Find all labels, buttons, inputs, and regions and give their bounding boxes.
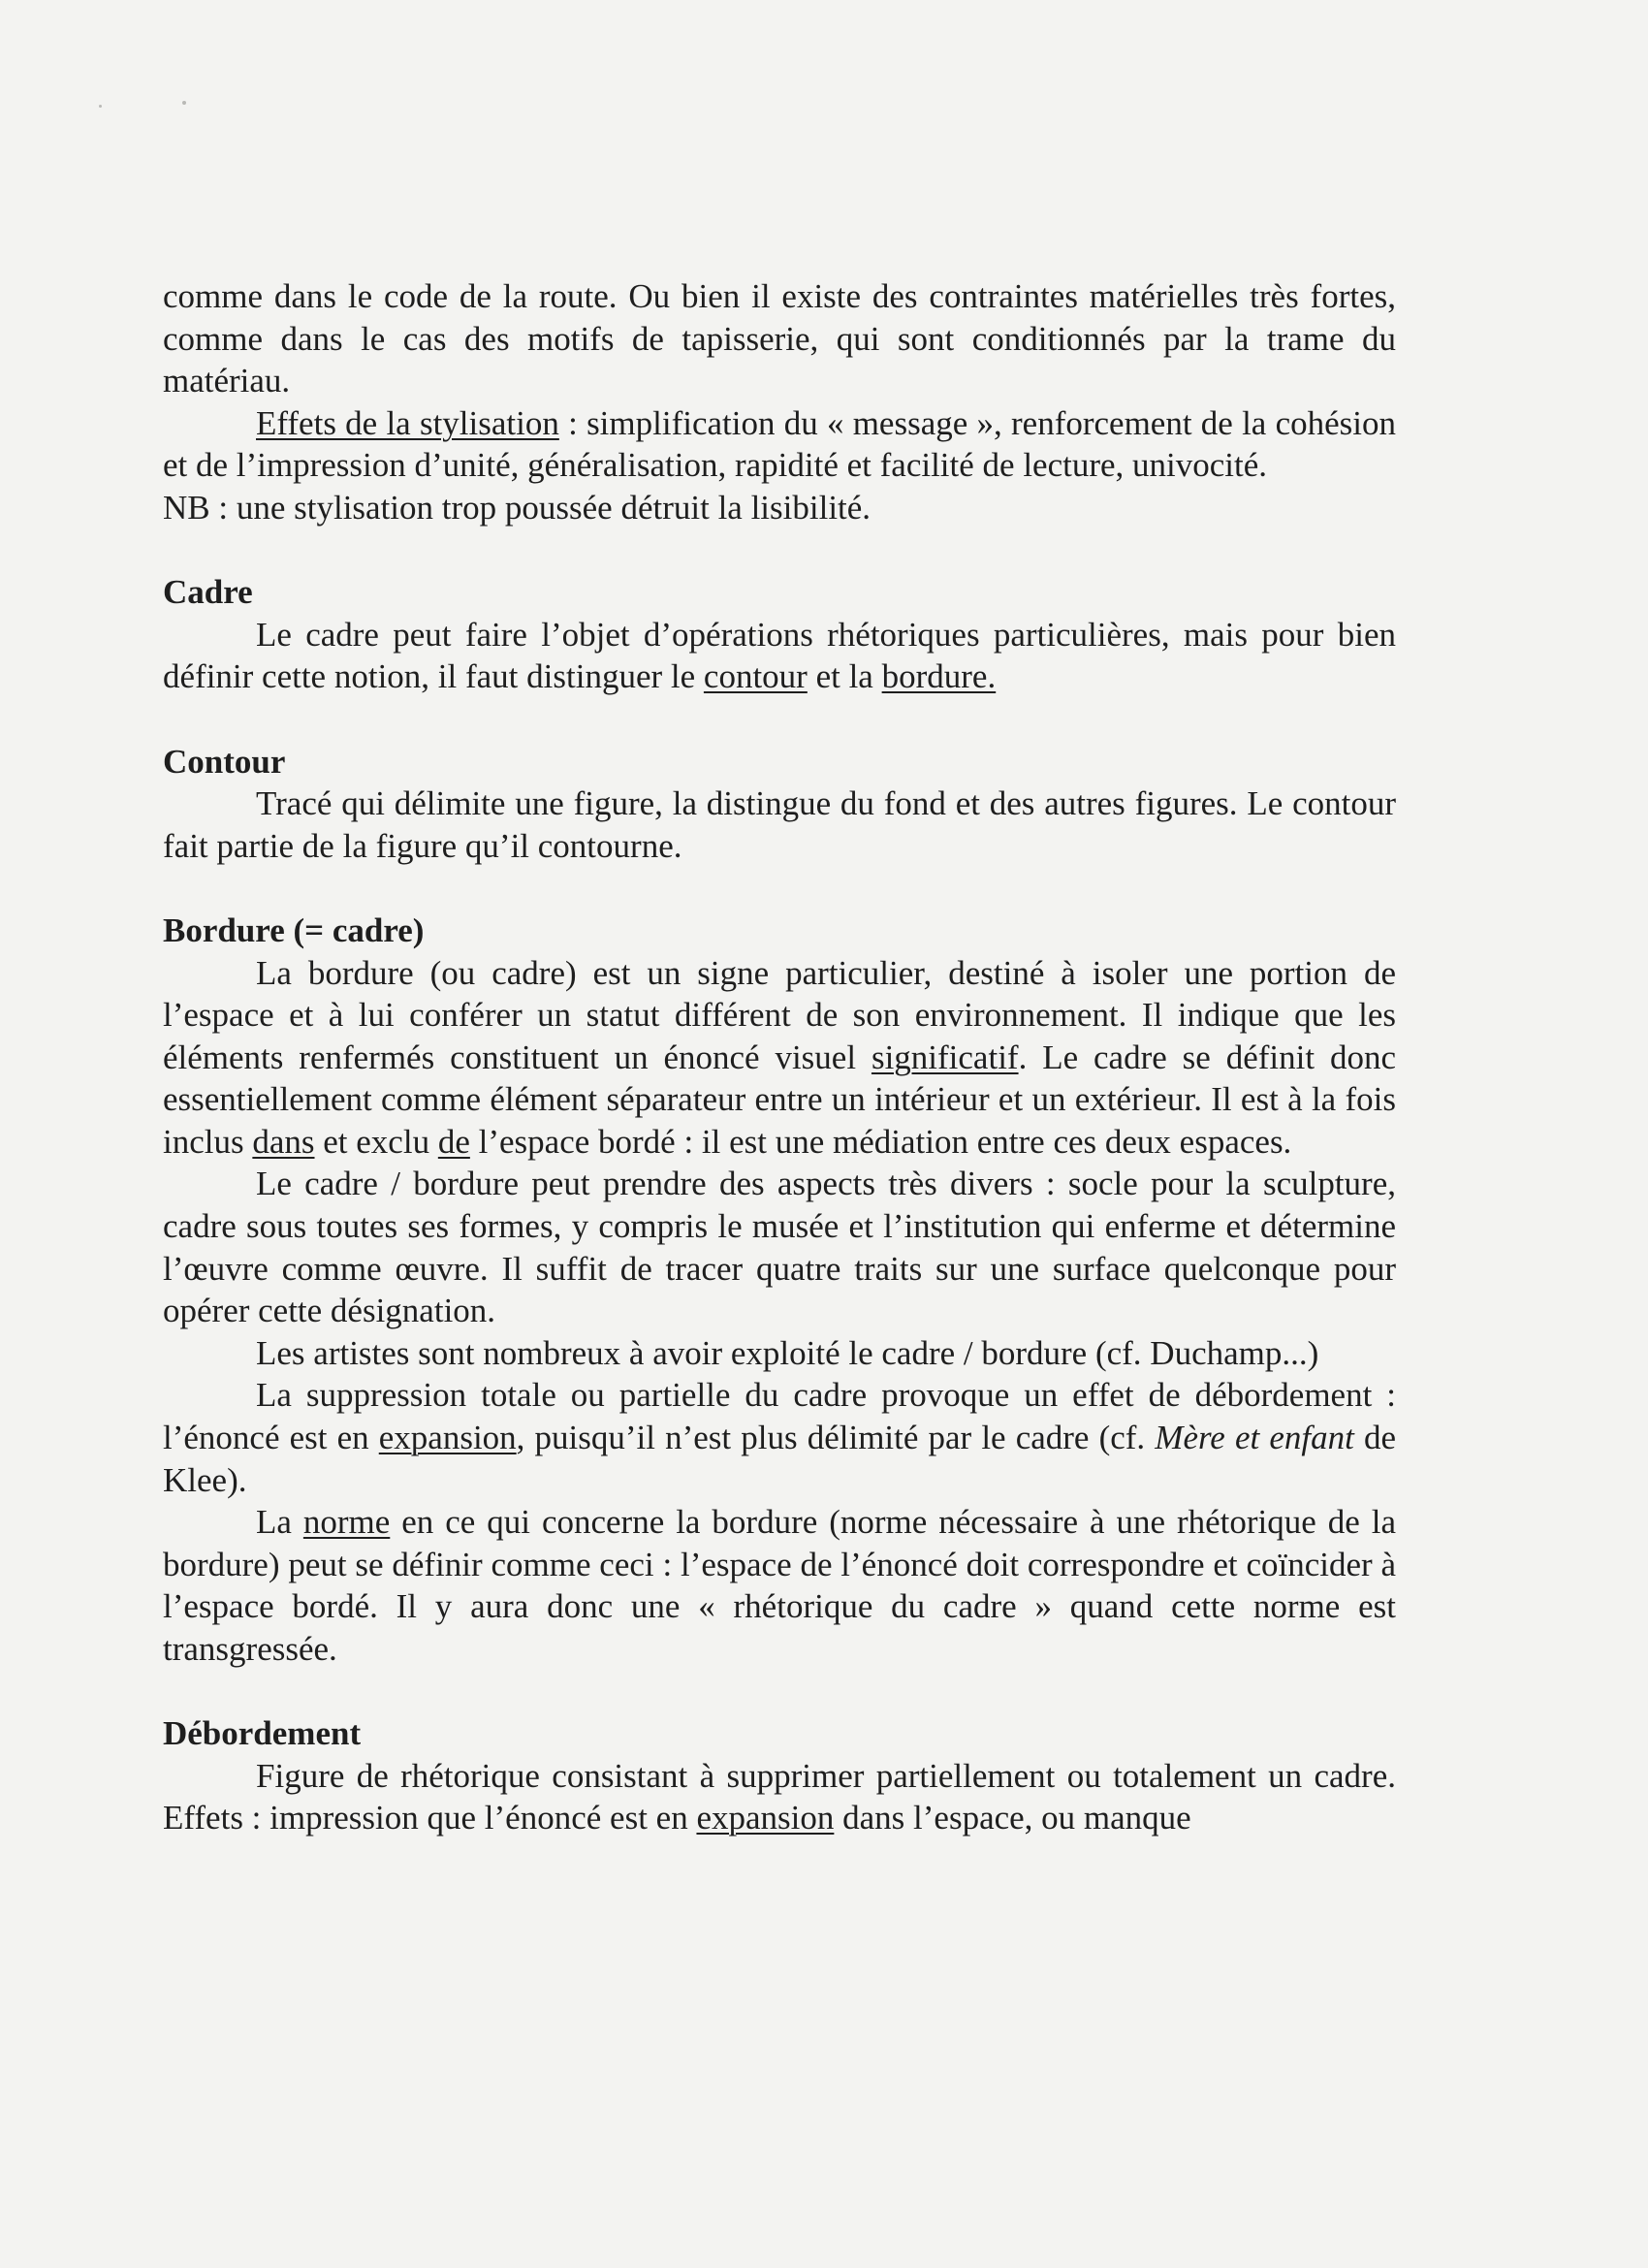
paragraph: comme dans le code de la route. Ou bien il existe des contraintes matérielles très fortes, comme dans le cas des motifs de tapisserie, qui sont conditionnés par la trame du matériau.: [163, 277, 1396, 400]
underlined-term: contour: [703, 657, 808, 696]
paragraph: Tracé qui délimite une figure, la distingue du fond et des autres figures. Le contour fait partie de la figure qu’il contourne.: [163, 784, 1396, 865]
text-run: et exclu: [314, 1122, 438, 1161]
paragraph: NB : une stylisation trop poussée détruit la lisibilité.: [163, 488, 872, 527]
text-run: La bordure (ou cadre) est un signe particulier, destiné à isoler une portion de l’espace et à lui conférer un statut différent de son environnement. Il indique que les éléments renfermés constituent un énoncé visuel: [163, 953, 1396, 1076]
paragraph: [163, 952, 1396, 1164]
underlined-term: expansion: [696, 1799, 835, 1837]
underlined-term: Effets de la stylisation: [256, 403, 559, 442]
section-heading-debordement: Débordement: [163, 1714, 362, 1753]
text-run: . Le cadre se définit donc essentiellement comme élément séparateur entre un intérieur et un extérieur. Il est à la fois inclus: [163, 1038, 1396, 1161]
text-run: dans l’espace, ou manque: [834, 1799, 1191, 1837]
text-run: , puisqu’il n’est plus délimité par le cadre (cf.: [516, 1419, 1156, 1457]
section-heading-contour: Contour: [163, 742, 286, 781]
underlined-term: bordure.: [881, 657, 997, 696]
text-run: La: [256, 1503, 303, 1542]
document-body: [163, 275, 1396, 1839]
text-run: de Klee).: [163, 1419, 1396, 1499]
paragraph: [163, 1501, 1396, 1670]
text-run: Le cadre peut faire l’objet d’opérations rhétoriques particulières, mais pour bien définir cette notion, il faut distinguer le: [163, 615, 1396, 696]
underlined-term: expansion: [378, 1419, 517, 1457]
text-run: l’espace bordé : il est une médiation entre ces deux espaces.: [469, 1122, 1292, 1161]
section-heading-cadre: Cadre: [163, 573, 253, 612]
scan-speck: [182, 101, 186, 105]
scan-speck: [99, 105, 102, 108]
underlined-term: de: [437, 1122, 470, 1161]
paragraph: [163, 1374, 1396, 1501]
text-run: Figure de rhétorique consistant à supprimer partiellement ou totalement un cadre. Effets : impression que l’énoncé est en: [163, 1756, 1396, 1837]
paragraph: [163, 1755, 1396, 1839]
section-heading-bordure: Bordure (= cadre): [163, 910, 425, 949]
underlined-term: norme: [302, 1503, 391, 1542]
text-run: : simplification du « message », renforcement de la cohésion et de l’impression d’unité, généralisation, rapidité et facilité de lecture, univocité.: [163, 403, 1396, 485]
text-run: La suppression totale ou partielle du cadre provoque un effet de débordement : l’énoncé est en: [163, 1376, 1396, 1457]
paragraph: [163, 614, 1396, 698]
underlined-term: dans: [252, 1122, 315, 1161]
paragraph: [163, 402, 1396, 487]
paragraph: Le cadre / bordure peut prendre des aspects très divers : socle pour la sculpture, cadre sous toutes ses formes, y compris le musée et l’institution qui enferme et détermine l’œuvre comme œuvre. Il suffit de tracer quatre traits sur une surface quelconque pour opérer cette désignation.: [163, 1165, 1396, 1330]
artwork-title: Mère et enfant: [1155, 1419, 1354, 1457]
text-run: et la: [807, 657, 882, 696]
underlined-term: significatif: [871, 1038, 1019, 1076]
text-run: en ce qui concerne la bordure (norme nécessaire à une rhétorique de la bordure) peut se définir comme ceci : l’espace de l’énoncé doit correspondre et coïncider à l’espace bordé. Il y aura donc une « rhétorique du cadre » quand cette norme est transgressée.: [163, 1503, 1396, 1668]
paragraph: Les artistes sont nombreux à avoir exploité le cadre / bordure (cf. Duchamp...): [256, 1333, 1319, 1372]
